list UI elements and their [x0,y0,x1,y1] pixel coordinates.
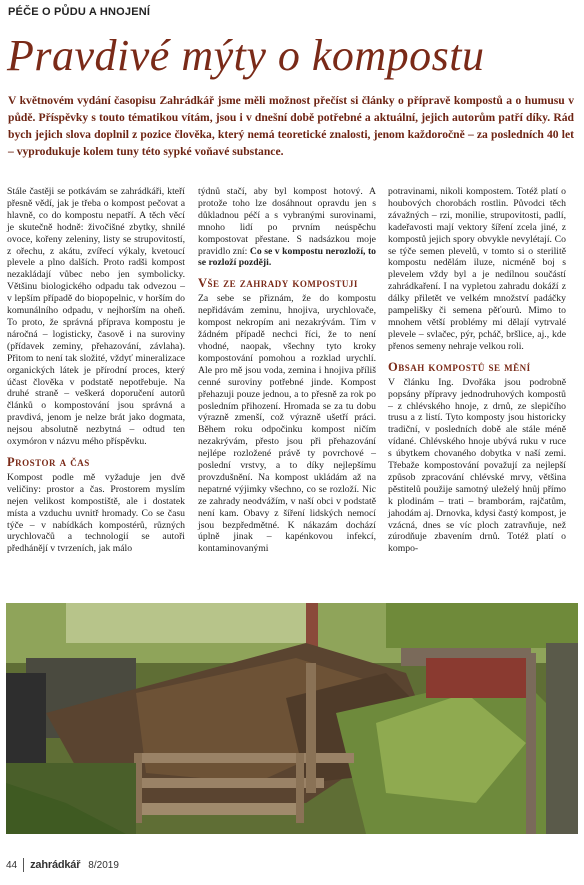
subheading: Vše ze zahrady kompostuji [198,276,358,291]
section-tag: PÉČE O PŮDU A HNOJENÍ [8,6,151,18]
column-1 [7,186,185,555]
column-2 [198,186,376,555]
issue-number: 8/2019 [88,859,119,871]
page-footer [6,858,119,872]
page-number: 44 [6,859,18,871]
paragraph: Stále častěji se potkávám se zahrádkáři, kteří přesně vědí, jak je třeba o kompost pečovat a hlavně, co do kompostu nepatří. A těch věcí je skutečně hodně: živočišné zbytky, shnilé ovoce, kořeny zeleniny, listy se strupovitostí, z ořechu, z akátu, zvířecí výkaly, kvetoucí plevele a plno dalších. Proto radši kompost nezakládají vůbec nebo jen symbolicky. Většinu biologického odpadu tak odvezou – v lepším případě do biopopelnic, v horším do komunálního odpadu, v nejhorším na oheň. To proto, že správná příprava kompostu je náročná – logisticky, časově i na suroviny (přídavek zeminy, přehazování, závlaha). Přitom to není tak složité, vždyť mineralizace organických látek je přírodní proces, který účast člověka v podstatě nepotřebuje. Na druhé straně – veškerá doporučení autorů článků o kompostování jsou správná a pravdivá, jenom je nelze brát jako dogmata, nejsou absolutně nezbytná – odtud ten oxymóron v názvu mého příspěvku. [7,186,185,448]
column-3 [388,186,566,555]
rule-bold: Co se v kompostu nerozloží, to se rozloží později. [198,245,377,269]
footer-divider [23,858,24,872]
paragraph: potravinami, nikoli kompostem. Totéž platí o houbových chorobách rostlin. Původci těch závažných – rzi, monilie, strupovitosti, padlí, kadeřavosti mají vektory šíření zcela jiné, z kompostů jejich spory obvykle nevylétají. Co se týče semen plevelů, v tomto si o sterilitě kompostu nedělám iluze, nicméně boj s plevelem vždy byl a je nedílnou součástí zahrádkaření. I na vypletou zahradu dokáží z dálky přiletět ve velkém množství padáčky pampelišky či semena pěťourů. Mimo to mnohem větší problémy mi dělají vytrvalé plevele – svlačec, pýr, pcháč, bršlice, aj., kde přenos semeny nehraje velkou roli. [388,186,566,352]
article-title: Pravdivé mýty o kompostu [7,31,485,80]
paragraph: Za sebe se přiznám, že do kompostu nepřidávám zeminu, hnojiva, urychlovače, kompost nekropím ani nezakrývám. Tím v žádném případě nechci říci, že to není vhodné, naopak, všechny tyto kroky kompostování pomohou a rozklad urychlí. Ale pro mě jsou voda, zemina i hnojiva příliš cenné suroviny potřebné jinde. Kompost přehazuji pouze jednou, a to přesně za rok po posledním přihození. Hromada se za tu dobu výrazně zmenší, což výrazně ušetří práci. Během roku odpočinku kompost ničím nezakrývám, přesto jsou při přehazování nejlépe rozložené právě ty povrchové – poslední vrstvy, a to díky nejlepšímu provzdušnění. Na kompost ukládám až na nepatrné výjimky všechno, co se rozloží. Nic ze zahrady neodvážím, v naší obci v podstatě není kam. Obavy z šíření lidských nemocí jsou bezpředmětné. K nákazám dochází úplně jinak – kapénkovou infekcí, kontaminovanými [198,293,376,555]
compost-bins-photo [6,603,578,834]
paragraph-text: týdnů stačí, aby byl kompost hotový. A protože toho lze dosáhnout opravdu jen s důkladnou péčí a s vybranými surovinami, mnoho lidí po prvním neúspěchu kompostovat přestane. S nadsázkou moje pravidlo zní: [198,186,376,257]
subheading: Obsah kompostů se mění [388,359,531,374]
paragraph: V článku Ing. Dvořáka jsou podrobně popsány přípravy jednodruhových kompostů – z chlévského hnoje, z drnů, ze slepičího trusu a z listí. Tyto komposty jsou historicky tradiční, v posledních době ale stále méně vídané. Chlévského hnoje ubývá ruku v ruce s úbytkem chovaného dobytka v naší zemi. Třebaže kompostování považují za nejlepší způsob zpracování chlévské mrvy, většina pěstitelů použije samotný uleželý hnůj přímo k plodinám – trati – bramborám, rajčatům, jahodám aj. Drnovka, kdysi častý kompost, je vzácná, dnes se víc ploch zatravňuje, než zúrodňuje zbavením drnů. Totéž platí o kompo- [388,376,566,555]
subheading: Prostor a čas [7,454,90,469]
paragraph [198,186,376,269]
paragraph: Kompost podle mě vyžaduje jen dvě veličiny: prostor a čas. Prostorem myslím nejen velikost kompostiště, ale i dostatek místa a vzduchu uvnitř hromady. Co se času týče – v nabídkách kompostérů, různých urychlovačů a technologií se autoři předhánějí v tvrzeních, jak málo [7,471,185,555]
article-lead: V květnovém vydání časopisu Zahrádkář jsme měli možnost přečíst si články o přípravě kompostů a o humusu v půdě. Příspěvky s touto tématikou vítám, jsou i v dnešní době potřebné a aktuální, jejich autorům patří díky. Rád bych jejich slova doplnil z pozice člověka, který nemá teoretické znalosti, jenom každoročně – za posledních 40 let – vyprodukuje kolem tuny této sypké voňavé substance. [8,94,574,158]
magazine-name: zahrádkář [30,859,81,871]
